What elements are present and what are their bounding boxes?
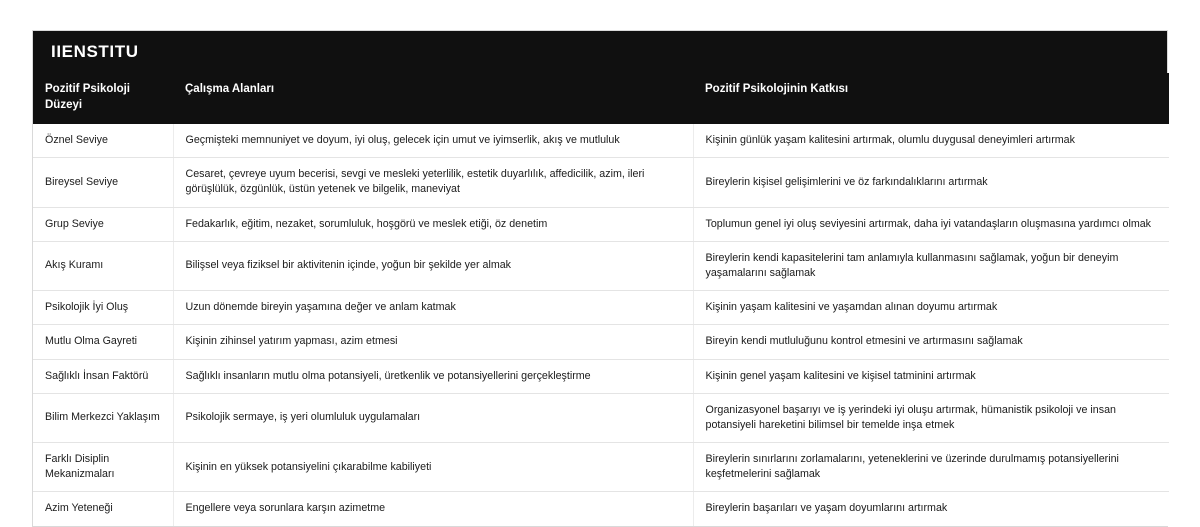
brand-title: IIENSTITU: [51, 42, 139, 61]
table-row: [33, 241, 1169, 290]
column-header-areas: Çalışma Alanları: [173, 73, 693, 124]
cell-areas: Cesaret, çevreye uyum becerisi, sevgi ve mesleki yeterlilik, estetik duyarlılık, affedicilik, azim, ileri görüşlülük, özgünlük, üstün yetenek ve bilgelik, maneviyat: [173, 158, 693, 207]
cell-areas: Kişinin zihinsel yatırım yapması, azim etmesi: [173, 325, 693, 359]
cell-level: Bireysel Seviye: [33, 158, 173, 207]
cell-areas: Sağlıklı insanların mutlu olma potansiyeli, üretkenlik ve potansiyellerini gerçekleştirme: [173, 359, 693, 393]
cell-contribution: Organizasyonel başarıyı ve iş yerindeki iyi oluşu artırmak, hümanistik psikoloji ve insan potansiyeli hareketini bilimsel bir temelde inşa etmek: [693, 393, 1169, 442]
table-row: [33, 359, 1169, 393]
brand-bar: [33, 31, 1167, 73]
cell-contribution: Bireyin kendi mutluluğunu kontrol etmesini ve artırmasını sağlamak: [693, 325, 1169, 359]
cell-areas: Fedakarlık, eğitim, nezaket, sorumluluk, hoşgörü ve meslek etiği, öz denetim: [173, 207, 693, 241]
cell-contribution: Bireylerin kişisel gelişimlerini ve öz farkındalıklarını artırmak: [693, 158, 1169, 207]
cell-level: Öznel Seviye: [33, 124, 173, 158]
positive-psychology-table-card: [32, 30, 1168, 527]
cell-areas: Geçmişteki memnuniyet ve doyum, iyi oluş, gelecek için umut ve iyimserlik, akış ve mutluluk: [173, 124, 693, 158]
cell-areas: Kişinin en yüksek potansiyelini çıkarabilme kabiliyeti: [173, 443, 693, 492]
cell-contribution: Bireylerin başarıları ve yaşam doyumlarını artırmak: [693, 492, 1169, 526]
column-header-level: Pozitif Psikoloji Düzeyi: [33, 73, 173, 124]
column-header-contribution: Pozitif Psikolojinin Katkısı: [693, 73, 1169, 124]
cell-level: Bilim Merkezci Yaklaşım: [33, 393, 173, 442]
cell-areas: Engellere veya sorunlara karşın azimetme: [173, 492, 693, 526]
table-row: [33, 124, 1169, 158]
cell-level: Mutlu Olma Gayreti: [33, 325, 173, 359]
table-row: [33, 325, 1169, 359]
cell-level: Psikolojik İyi Oluş: [33, 291, 173, 325]
table-row: [33, 492, 1169, 526]
cell-level: Sağlıklı İnsan Faktörü: [33, 359, 173, 393]
cell-contribution: Toplumun genel iyi oluş seviyesini artırmak, daha iyi vatandaşların oluşmasına yardımcı olmak: [693, 207, 1169, 241]
cell-areas: Psikolojik sermaye, iş yeri olumluluk uygulamaları: [173, 393, 693, 442]
cell-level: Farklı Disiplin Mekanizmaları: [33, 443, 173, 492]
table-row: [33, 291, 1169, 325]
cell-contribution: Kişinin genel yaşam kalitesini ve kişisel tatminini artırmak: [693, 359, 1169, 393]
cell-level: Azim Yeteneği: [33, 492, 173, 526]
table-row: [33, 393, 1169, 442]
cell-contribution: Kişinin günlük yaşam kalitesini artırmak, olumlu duygusal deneyimleri artırmak: [693, 124, 1169, 158]
cell-level: Grup Seviye: [33, 207, 173, 241]
table-row: [33, 443, 1169, 492]
table-header-row: [33, 73, 1169, 124]
positive-psychology-table: [33, 73, 1169, 526]
table-header: [33, 73, 1169, 124]
cell-contribution: Kişinin yaşam kalitesini ve yaşamdan alınan doyumu artırmak: [693, 291, 1169, 325]
cell-level: Akış Kuramı: [33, 241, 173, 290]
cell-areas: Bilişsel veya fiziksel bir aktivitenin içinde, yoğun bir şekilde yer almak: [173, 241, 693, 290]
cell-contribution: Bireylerin sınırlarını zorlamalarını, yeteneklerini ve üzerinde durulmamış potansiyellerini keşfetmelerini sağlamak: [693, 443, 1169, 492]
table-row: [33, 207, 1169, 241]
table-body: [33, 124, 1169, 526]
table-row: [33, 158, 1169, 207]
cell-contribution: Bireylerin kendi kapasitelerini tam anlamıyla kullanmasını sağlamak, yoğun bir deneyim yaşamalarını sağlamak: [693, 241, 1169, 290]
cell-areas: Uzun dönemde bireyin yaşamına değer ve anlam katmak: [173, 291, 693, 325]
